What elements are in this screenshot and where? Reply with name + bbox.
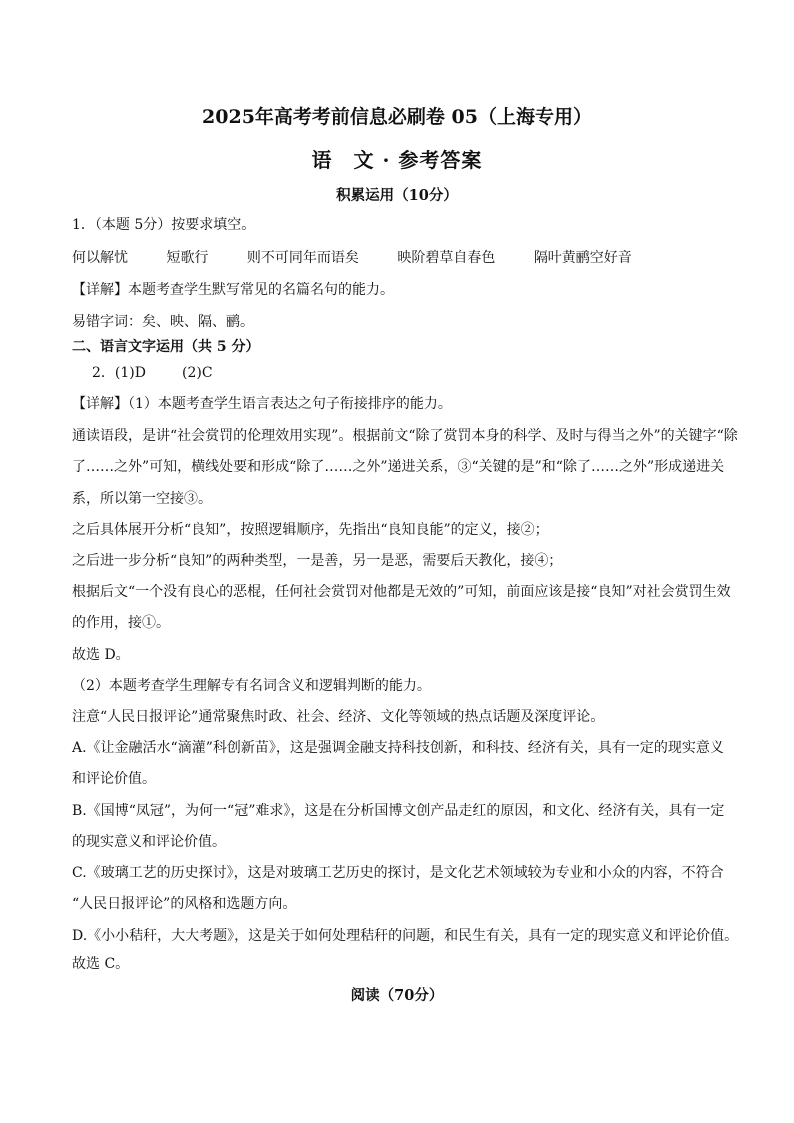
- option-a-line: 和评论价值。: [72, 771, 156, 787]
- option-c-line: C.《玻璃工艺的历史探讨》，这是对玻璃工艺历史的探讨，是文化艺术领域较为专业和小众的内容，不符合: [72, 865, 724, 881]
- option-b-line: B.《国博“凤冠”，为何一“冠”难求》，这是在分析国博文创产品走红的原因，和文化、经济有关，具有一定: [72, 803, 725, 819]
- section-heading-reading: 阅读（70分）: [350, 987, 444, 1004]
- question-1-typos: 易错字词：矣、映、隔、鹂。: [72, 314, 254, 330]
- question-1-stem: 1．（本题 5分）按要求填空。: [72, 217, 256, 233]
- question-2-answer-1: (1)D: [114, 365, 146, 381]
- question-2-answers: [92, 363, 748, 383]
- document-subtitle: 语 文 · 参考答案: [311, 148, 483, 172]
- paragraph-line: 之后进一步分析“良知”的两种类型，一是善，另一是恶，需要后天教化，接④；: [72, 553, 563, 569]
- document-title: 2025年高考考前信息必刷卷 05（上海专用）: [202, 106, 592, 128]
- paragraph-line: 了……之外”可知，横线处要和形成“除了……之外”递进关系，③“关键的是”和“除了……之外”形成递进关: [72, 459, 725, 475]
- paragraph-line: 的作用，接①。: [72, 615, 170, 631]
- answer-blank-2: 短歌行: [166, 250, 209, 266]
- paragraph-line: 故选 C。: [72, 956, 130, 972]
- option-b-line: 的现实意义和评论价值。: [72, 834, 226, 850]
- option-c-line: “人民日报评论”的风格和选题方向。: [72, 896, 297, 912]
- paragraph-line: 故选 D。: [72, 647, 130, 663]
- paragraph-line: 根据后文“一个没有良心的恶棍，任何社会赏罚对他都是无效的”可知，前面应该是接“良知”对社会赏罚生效: [72, 584, 731, 600]
- section-heading-language: 二、语言文字运用（共 5 分）: [72, 339, 260, 355]
- paragraph-line: 系，所以第一空接③。: [72, 491, 212, 507]
- paragraph-line: 【详解】（1）本题考查学生语言表达之句子衔接排序的能力。: [72, 396, 452, 412]
- question-2-answer-2: (2)C: [181, 365, 213, 381]
- paragraph-line: 之后具体展开分析“良知”，按照逻辑顺序，先指出“良知良能”的定义，接②；: [72, 522, 549, 538]
- answer-blank-5: 隔叶黄鹂空好音: [533, 250, 632, 266]
- question-1-detail: 【详解】本题考查学生默写常见的名篇名句的能力。: [72, 282, 394, 298]
- question-2-number: 2．: [92, 365, 115, 381]
- answer-blank-3: 则不可同年而语矣: [246, 250, 359, 266]
- paragraph-line: （2）本题考查学生理解专有名词含义和逻辑判断的能力。: [72, 678, 431, 694]
- section-heading-accumulation: 积累运用（10分）: [336, 187, 458, 204]
- answer-blank-4: 映阶碧草自春色: [397, 250, 496, 266]
- option-d-line: D.《小小秸秆，大大考题》，这是关于如何处理秸秆的问题，和民生有关，具有一定的现实意义和评论价值。: [72, 928, 739, 944]
- paragraph-line: 通读语段，是讲“社会赏罚的伦理效用实现”。根据前文“除了赏罚本身的科学、及时与得当之外”的关键字“除: [72, 428, 738, 444]
- option-a-line: A.《让金融活水“滴灌”科创新苗》，这是强调金融支持科技创新，和科技、经济有关，具有一定的现实意义: [72, 740, 724, 756]
- question-1-answers: [72, 248, 728, 268]
- answer-blank-1: 何以解忧: [72, 250, 128, 266]
- paragraph-line: 注意“人民日报评论”通常聚焦时政、社会、经济、文化等领域的热点话题及深度评论。: [72, 709, 605, 725]
